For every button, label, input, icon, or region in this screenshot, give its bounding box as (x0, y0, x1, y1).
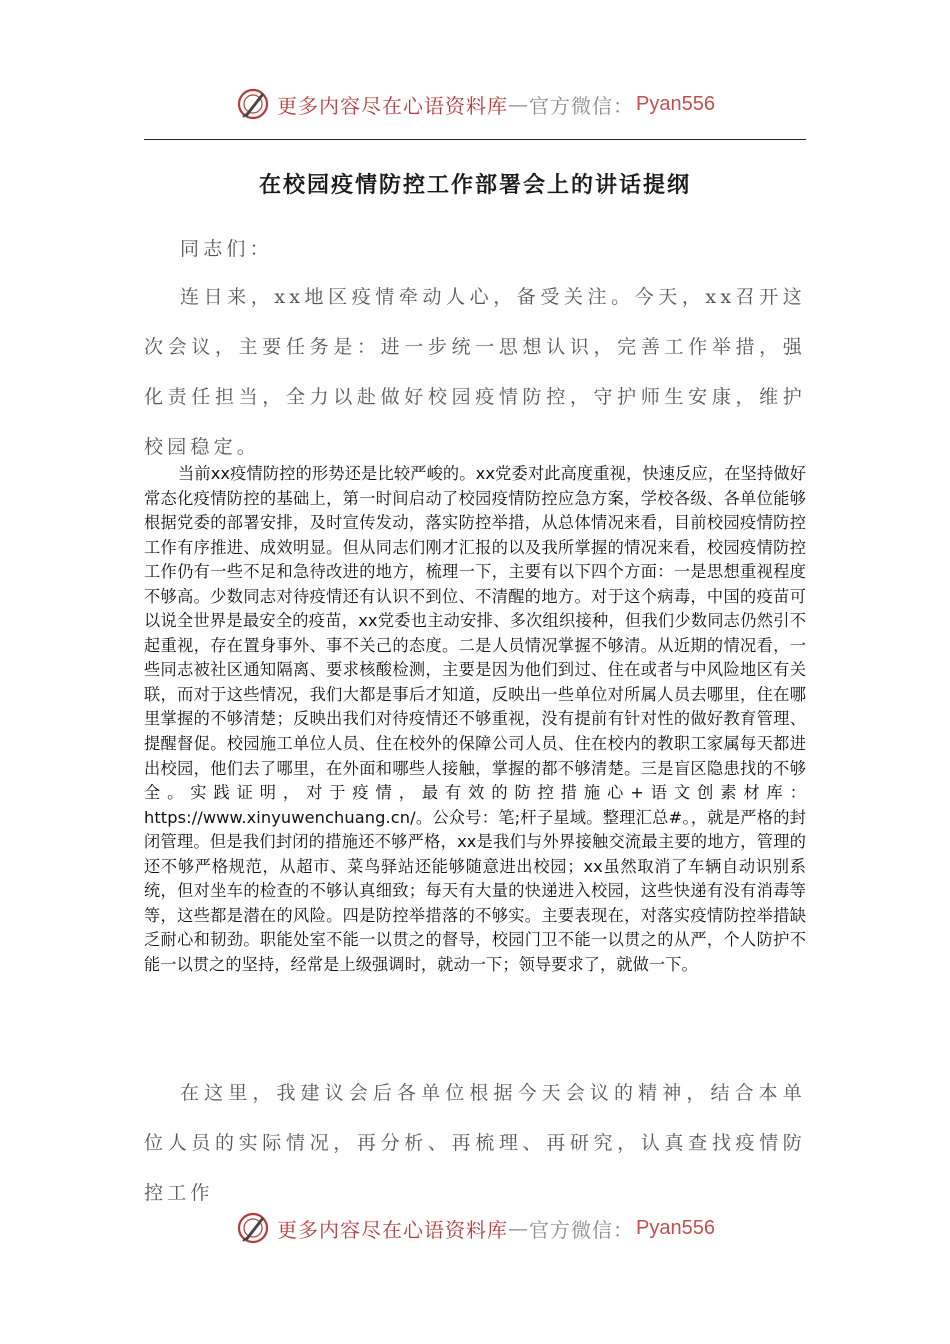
greeting: 同志们： (180, 238, 273, 260)
paragraph-body: 当前xx疫情防控的形势还是比较严峻的。xx党委对此高度重视，快速反应，在坚持做好常态化疫情防控的基础上，第一时间启动了校园疫情防控应急方案，学校各级、各单位能够根据党委的部署安排，及时宣传发动，落实防控举措，从总体情况来看，目前校园疫情防控工作有序推进、成效明显。但从同志们刚才汇报的以及我所掌握的情况来看，校园疫情防控工作仍有一些不足和急待改进的地方，梳理一下，主要有以下四个方面：一是思想重视程度不够高。少数同志对待疫情还有认识不到位、不清醒的地方。对于这个病毒，中国的疫苗可以说全世界是最安全的疫苗，xx党委也主动安排、多次组织接种，但我们少数同志仍然引不起重视，存在置身事外、事不关己的态度。二是人员情况掌握不够清。从近期的情况看，一些同志被社区通知隔离、要求核酸检测，主要是因为他们到过、住在或者与中风险地区有关联，而对于这些情况，我们大都是事后才知道，反映出一些单位对所属人员去哪里，住在哪里掌握的不够清楚；反映出我们对待疫情还不够重视，没有提前有针对性的做好教育管理、提醒督促。校园施工单位人员、住在校外的保障公司人员、住在校内的教职工家属每天都进出校园，他们去了哪里，在外面和哪些人接触，掌握的都不够清楚。三是盲区隐患找的不够全。实践证明，对于疫情，最有效的防控措施心+语文创素材库：https://www.xinyuwenchuang.cn/。公众号：笔;杆子星域。整理汇总#。，就是严格的封闭管理。但是我们封闭的措施还不够严格，xx是我们与外界接触交流最主要的地方，管理的还不够严格规范，从超市、菜鸟驿站还能够随意进出校园；xx虽然取消了车辆自动识别系统，但对坐车的检查的不够认真细致；每天有大量的快递进入校园，这些快递有没有消毒等等，这些都是潜在的风险。四是防控举措落的不够实。主要表现在，对落实疫情防控举措缺乏耐心和韧劲。职能处室不能一以贯之的督导，校园门卫不能一以贯之的从严，个人防护不能一以贯之的坚持，经常是上级强调时，就动一下；领导要求了，就做一下。 (144, 464, 806, 974)
quill-logo-icon (235, 1210, 271, 1246)
paragraph-intro: 连日来，xx地区疫情牵动人心，备受关注。今天，xx召开这次会议，主要任务是：进一步统一思想认识，完善工作举措，强化责任担当，全力以赴做好校园疫情防控，守护师生安康，维护校园稳定。 (144, 286, 806, 458)
footer-brand-text: 更多内容尽在心语资料库 (277, 1217, 509, 1242)
header-contact-label: 官方微信： (529, 93, 635, 118)
header-divider (144, 139, 806, 140)
paragraph-closing: 在这里，我建议会后各单位根据今天会议的精神，结合本单位人员的实际情况，再分析、再梳理、再研究，认真查找疫情防控工作 (144, 1082, 806, 1204)
quill-logo-icon (235, 86, 271, 122)
footer-watermark (0, 1208, 950, 1248)
header-brand-text: 更多内容尽在心语资料库 (277, 93, 509, 118)
header-separator: — (508, 92, 530, 116)
footer-contact-label: 官方微信： (529, 1217, 635, 1242)
header-contact-handle: Pyan556 (636, 92, 715, 115)
header-watermark (0, 84, 950, 124)
footer-separator: — (508, 1216, 530, 1240)
document-title: 在校园疫情防控工作部署会上的讲话提纲 (258, 173, 691, 198)
footer-contact-handle: Pyan556 (636, 1216, 715, 1239)
